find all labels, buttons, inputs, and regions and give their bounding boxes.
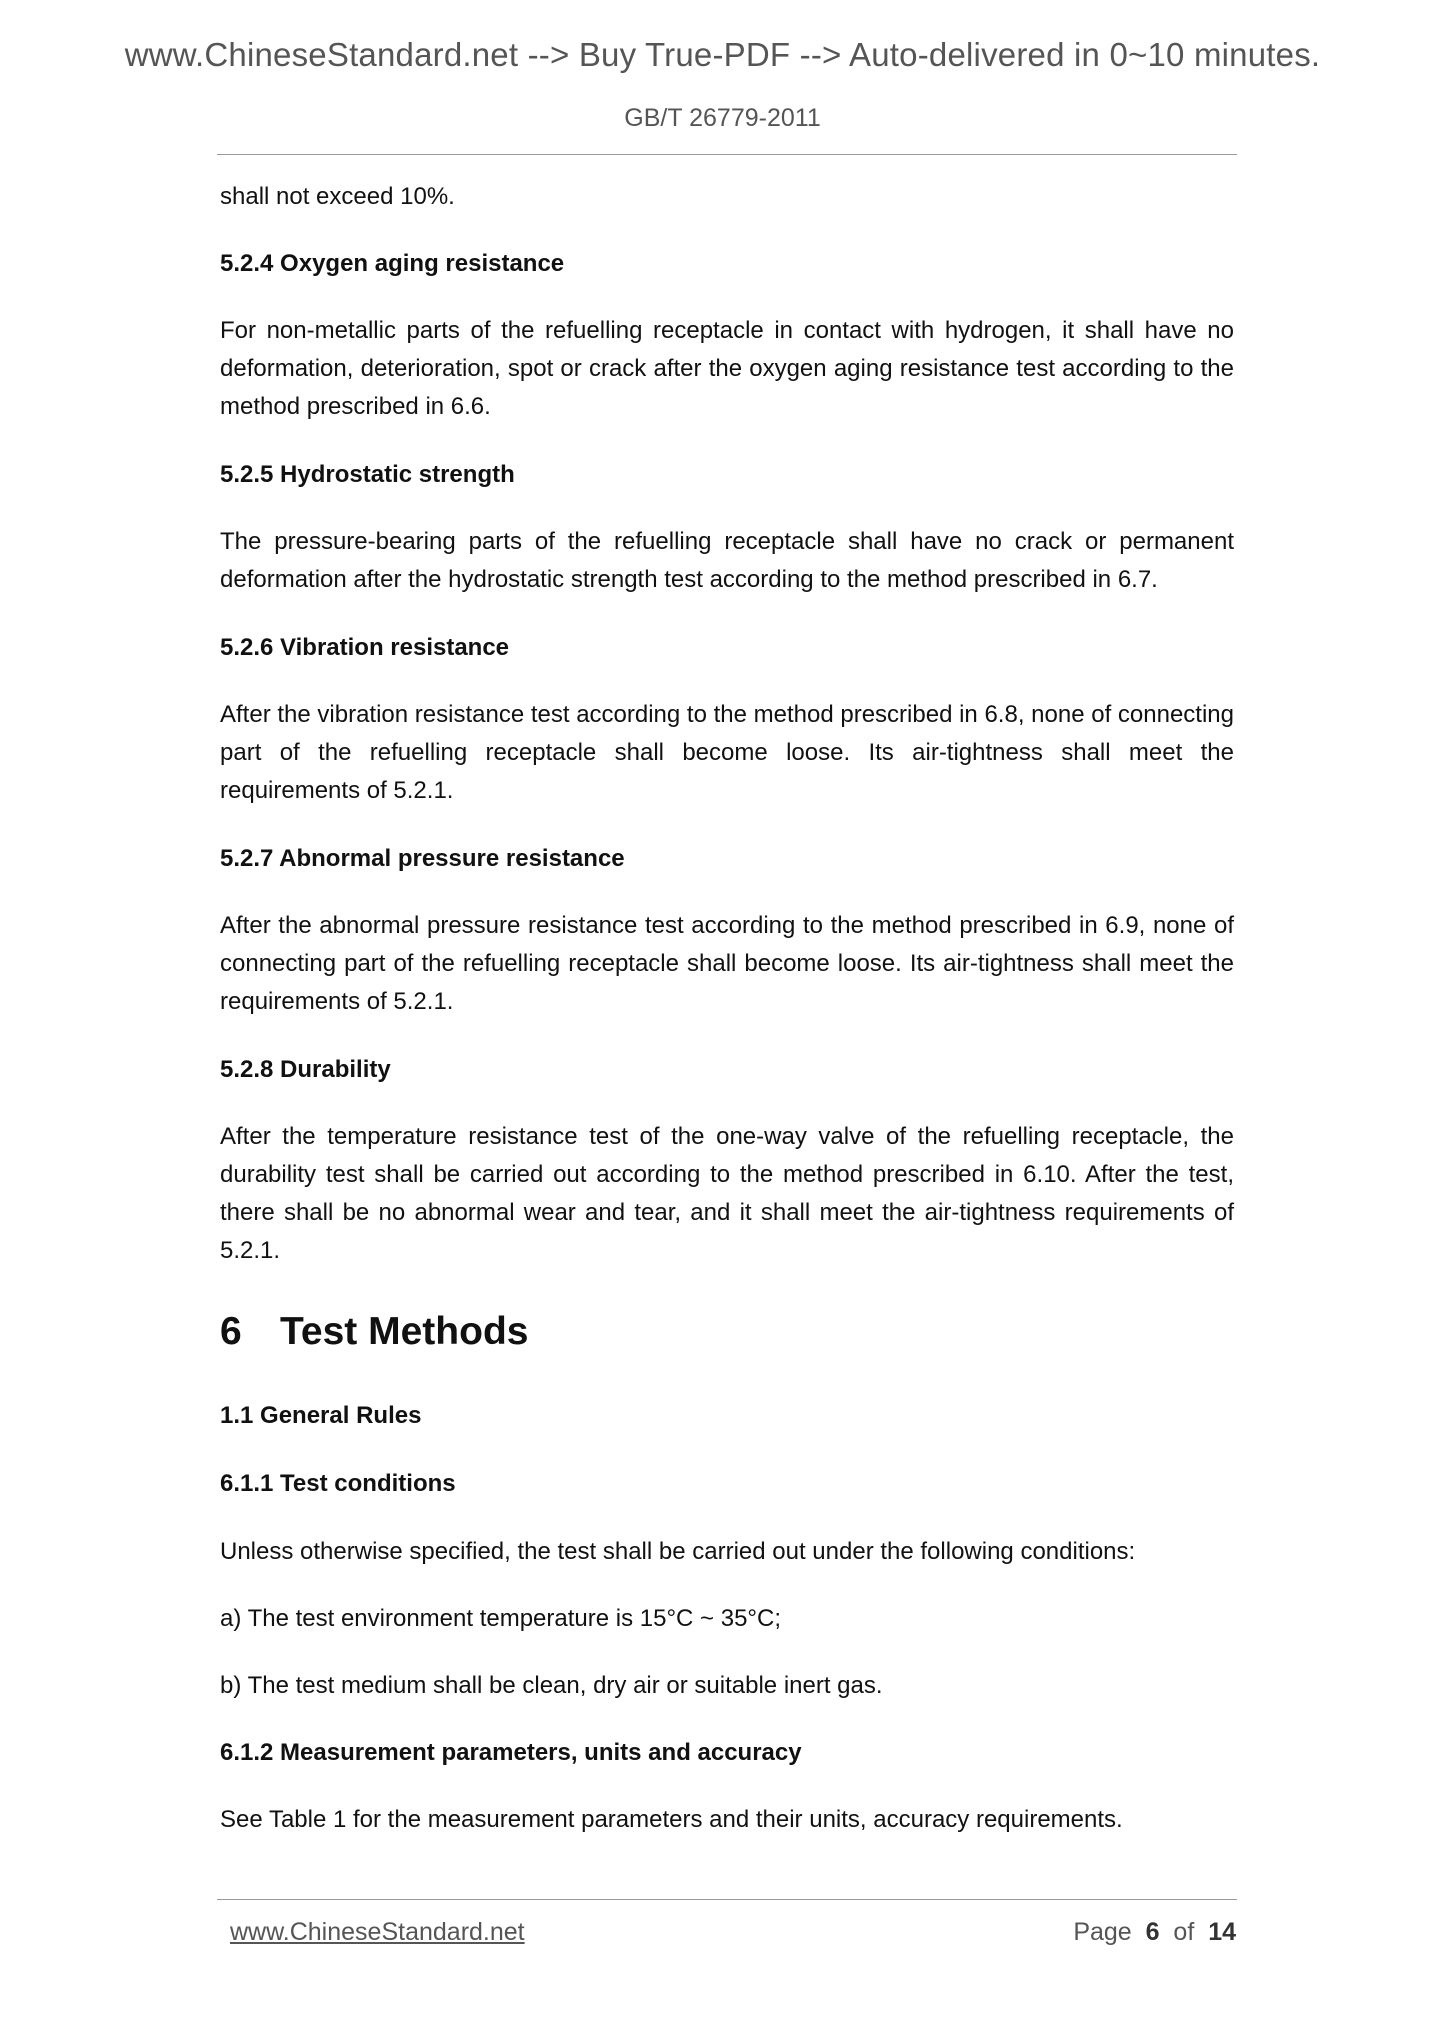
heading-5-2-5: 5.2.5 Hydrostatic strength bbox=[220, 461, 515, 488]
heading-5-2-7: 5.2.7 Abnormal pressure resistance bbox=[220, 845, 625, 872]
site-banner: www.ChineseStandard.net --> Buy True-PDF --> Auto-delivered in 0~10 minutes. bbox=[124, 36, 1321, 73]
list-item-a: a) The test environment temperature is 15°C ~ 35°C; bbox=[220, 1605, 782, 1632]
intro-fragment: shall not exceed 10%. bbox=[220, 183, 455, 210]
page-indicator bbox=[1073, 1918, 1236, 1947]
paragraph-5-2-5: The pressure-bearing parts of the refuelling receptacle shall have no crack or permanent deformation after the hydrostatic strength test according to the method prescribed in 6.7. bbox=[220, 528, 1234, 593]
heading-6-1: 1.1 General Rules bbox=[220, 1402, 422, 1429]
heading-5-2-4: 5.2.4 Oxygen aging resistance bbox=[220, 250, 565, 277]
section-6-heading bbox=[220, 1308, 528, 1356]
of-word: of bbox=[1173, 1918, 1195, 1946]
section-6-title: Test Methods bbox=[280, 1310, 529, 1353]
heading-5-2-8: 5.2.8 Durability bbox=[220, 1056, 391, 1083]
section-6-number: 6 bbox=[220, 1310, 242, 1353]
paragraph-5-2-4: For non-metallic parts of the refuelling receptacle in contact with hydrogen, it shall have no deformation, deterioration, spot or crack after the oxygen aging resistance test according to the method prescribed in 6.6. bbox=[220, 317, 1234, 420]
list-item-b: b) The test medium shall be clean, dry air or suitable inert gas. bbox=[220, 1672, 883, 1699]
paragraph-5-2-7: After the abnormal pressure resistance test according to the method prescribed in 6.9, none of connecting part of the refuelling receptacle shall become loose. Its air-tightness shall meet the requirements of 5.2.1. bbox=[220, 912, 1234, 1015]
paragraph-6-1-2: See Table 1 for the measurement parameters and their units, accuracy requirements. bbox=[220, 1806, 1123, 1833]
paragraph-6-1-1: Unless otherwise specified, the test shall be carried out under the following conditions: bbox=[220, 1538, 1136, 1565]
paragraph-5-2-8: After the temperature resistance test of the one-way valve of the refuelling receptacle, the durability test shall be carried out according to the method prescribed in 6.10. After the test, there shall be no abnormal wear and tear, and it shall meet the air-tightness requirements of 5.2.1. bbox=[220, 1123, 1234, 1264]
footer-website-link[interactable]: www.ChineseStandard.net bbox=[230, 1918, 525, 1946]
header-divider bbox=[217, 154, 1237, 155]
total-pages-number: 14 bbox=[1208, 1918, 1236, 1946]
heading-6-1-1: 6.1.1 Test conditions bbox=[220, 1470, 456, 1497]
footer-divider bbox=[217, 1899, 1237, 1900]
paragraph-5-2-6: After the vibration resistance test according to the method prescribed in 6.8, none of connecting part of the refuelling receptacle shall become loose. Its air-tightness shall meet the requirements of 5.2.1. bbox=[220, 701, 1234, 804]
heading-5-2-6: 5.2.6 Vibration resistance bbox=[220, 634, 510, 661]
document-code: GB/T 26779-2011 bbox=[624, 104, 821, 132]
page-word: Page bbox=[1073, 1918, 1132, 1946]
current-page-number: 6 bbox=[1145, 1918, 1160, 1946]
heading-6-1-2: 6.1.2 Measurement parameters, units and accuracy bbox=[220, 1739, 802, 1766]
